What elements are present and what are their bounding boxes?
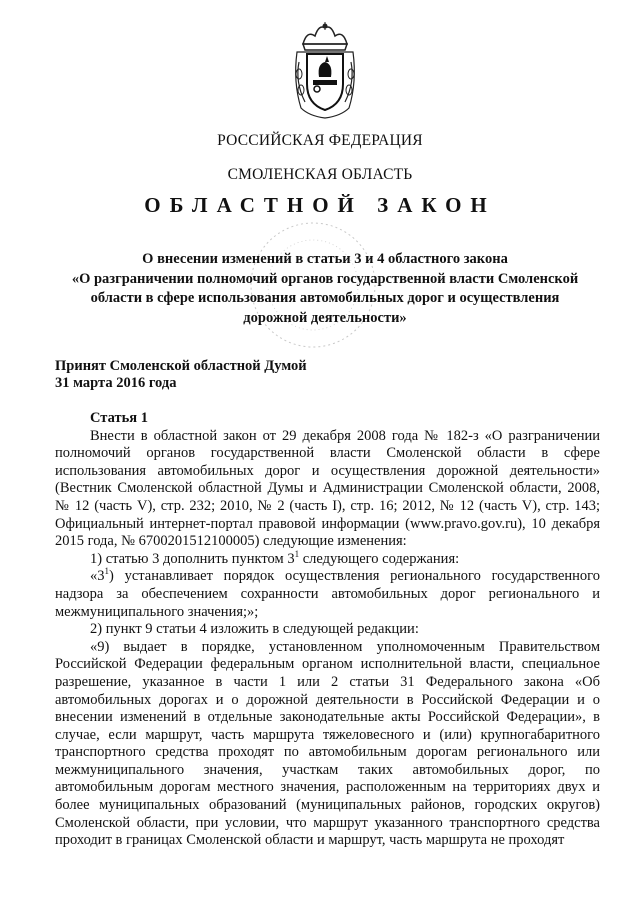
country-heading: РОССИЙСКАЯ ФЕДЕРАЦИЯ (217, 132, 423, 149)
item-1-paragraph (55, 548, 600, 569)
subject-line: дорожной деятельности» (243, 309, 407, 326)
item-1-text: 1) статью 3 дополнить пунктом 3 (90, 550, 295, 567)
superscript: 1 (294, 548, 300, 559)
article-intro-paragraph: Внести в областной закон от 29 декабря 2008 года № 182-з «О разграничении полномочий органов государственной власти Смоленской области в сфере использования автомобильных дорог и осуществления дорожной деятельности» (Вестник Смоленской областной Думы и Администрации Смоленской области, 2008, № 12 (часть V), стр. 232; 2010, № 2 (часть I), стр. 16; 2012, № 12 (часть V), стр. 143; Официальный интернет-портал правовой информации (www.pravo.gov.ru), 10 декабря 2015 года, № 6700201512100005) следующие изменения: (55, 427, 600, 550)
subject-line: области в сфере использования автомобильных дорог и осуществления (90, 290, 560, 306)
quote-1-text-end: ) устанавливает порядок осуществления регионального государственного надзора за обеспечением сохранности автомобильных дорог регионального и межмуниципального значения;»; (55, 568, 600, 620)
quote-1-text: «3 (90, 568, 105, 585)
adoption-info (55, 358, 595, 392)
quote-1-paragraph (55, 568, 600, 621)
article-body (55, 410, 600, 850)
law-subject-title (60, 250, 590, 328)
article-heading: Статья 1 (90, 410, 148, 426)
document-type-title: ОБЛАСТНОЙ ЗАКОН (144, 193, 496, 217)
adopted-by: Принят Смоленской областной Думой (55, 358, 307, 374)
subject-line: О внесении изменений в статьи 3 и 4 областного закона (142, 251, 508, 267)
item-1-text-end: следующего содержания: (299, 550, 460, 567)
region-heading: СМОЛЕНСКАЯ ОБЛАСТЬ (227, 166, 413, 183)
adoption-date: 31 марта 2016 года (55, 375, 177, 391)
quote-2-paragraph: «9) выдает в порядке, установленном уполномоченным Правительством Российской Федерации федеральным органом исполнительной власти, специальное разрешение, указанное в части 1 или 2 статьи 31 Федерального закона «Об автомобильных дорогах и о дорожной деятельности в Российской Федерации и о внесении изменений в отдельные законодательные акты Российской Федерации», в случае, если маршрут, часть маршрута тяжеловесного и (или) крупногабаритного транспортного средства проходят по автомобильным дорогам регионального или межмуниципального значения, участкам таких автомобильных дорог, по автомобильным дорогам местного значения, расположенным на территориях двух и более муниципальных образований (муниципальных районов, городских округов) Смоленской области, при условии, что маршрут указанного транспортного средства проходит в границах Смоленской области и маршрут, часть маршрута не проходят (55, 638, 600, 849)
subject-line: «О разграничении полномочий органов государственной власти Смоленской (71, 270, 579, 287)
item-2-paragraph: 2) пункт 9 статьи 4 изложить в следующей редакции: (90, 621, 419, 638)
superscript: 1 (104, 566, 109, 577)
smolensk-coat-of-arms-icon (289, 22, 361, 120)
